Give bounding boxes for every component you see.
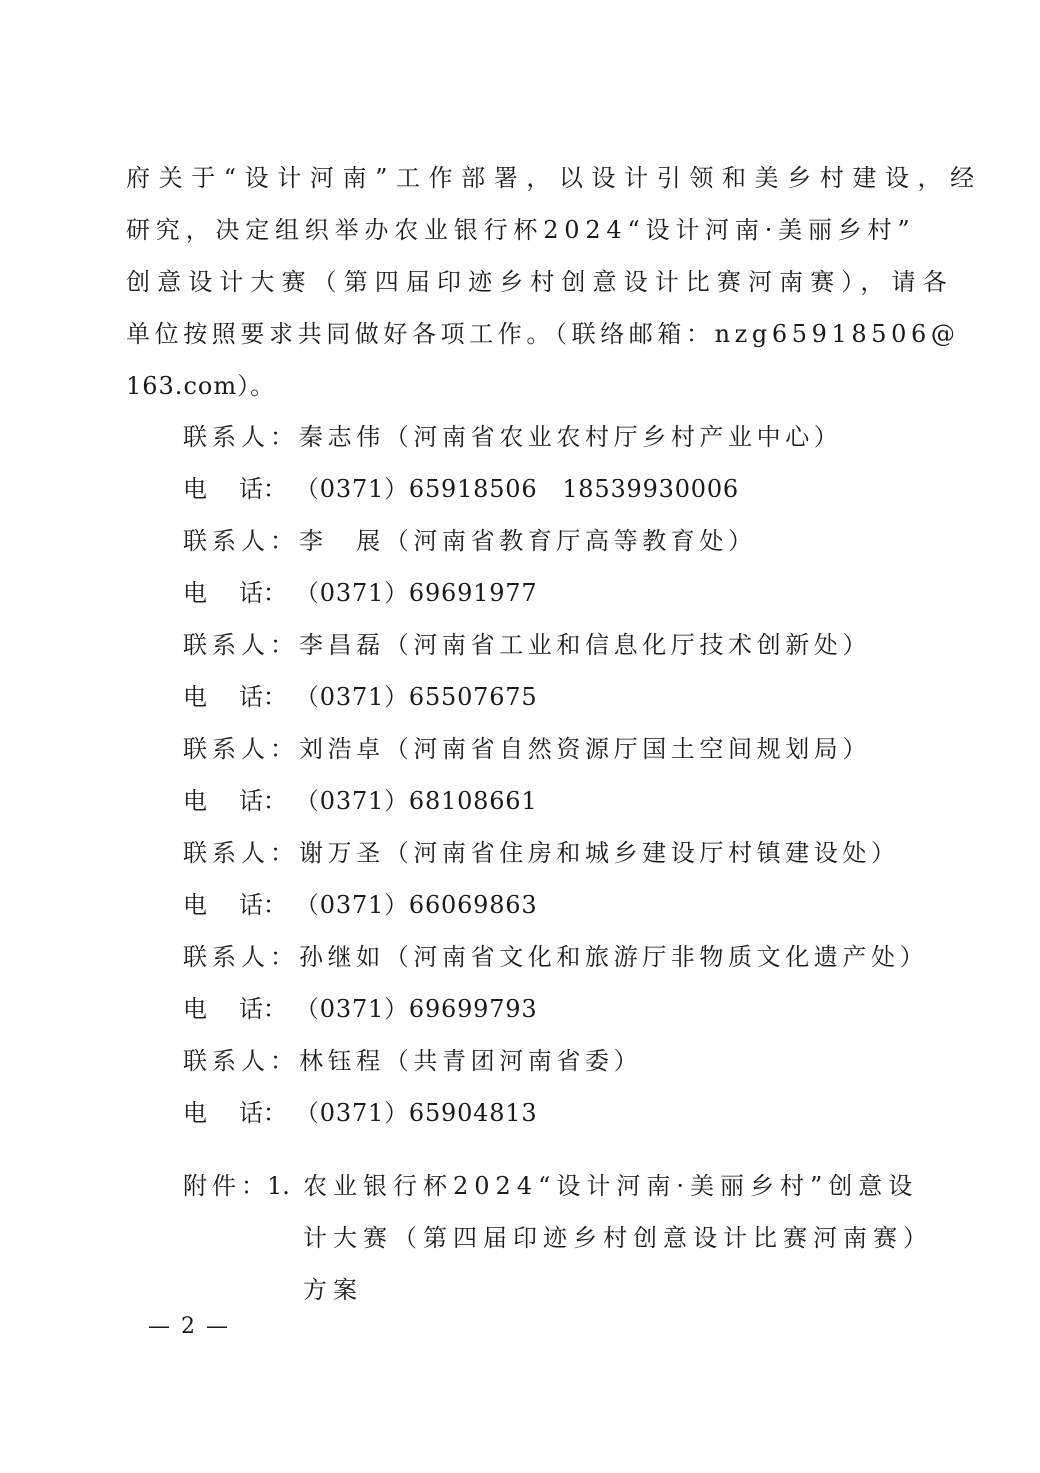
contact-name-dept: 谢万圣（河南省住房和城乡建设厅村镇建设处） [299, 839, 900, 867]
attachment-label: 附件： [183, 1172, 270, 1200]
phone-number: （0371）65904813 [295, 1099, 538, 1127]
contact-name-dept: 秦志伟（河南省农业农村厅乡村产业中心） [299, 423, 843, 451]
attachment-title-line: 农业银行杯2024“设计河南·美丽乡村”创意设 [303, 1172, 919, 1200]
contact-phone-row [183, 463, 923, 515]
body-paragraph [126, 152, 983, 412]
page-number: — 2 — [148, 1314, 230, 1339]
contact-person-row [183, 931, 929, 983]
contact-label: 联系人： [183, 631, 299, 659]
phone-label: 电 话： [183, 995, 287, 1023]
contact-phone-row [183, 879, 923, 931]
contact-label: 联系人： [183, 423, 299, 451]
contact-person-row [183, 515, 923, 567]
phone-label: 电 话： [183, 891, 287, 919]
attachment-title-line: 计大赛（第四届印迹乡村创意设计比赛河南赛） [303, 1224, 933, 1252]
phone-number: （0371）69691977 [295, 579, 538, 607]
contact-phone-row [183, 567, 923, 619]
contact-person-row [183, 1035, 923, 1087]
contact-phone-row [183, 983, 923, 1035]
attachment-title [303, 1160, 933, 1316]
contact-label: 联系人： [183, 839, 299, 867]
contact-name-dept: 林钰程（共青团河南省委） [299, 1047, 643, 1075]
phone-number: （0371）69699793 [295, 995, 538, 1023]
contact-list [183, 411, 929, 1139]
phone-number: （0371）65918506 18539930006 [295, 475, 739, 503]
paragraph-line: 研究，决定组织举办农业银行杯2024“设计河南·美丽乡村” [126, 216, 916, 244]
paragraph-line: 府关于“设计河南”工作部署，以设计引领和美乡村建设，经 [126, 164, 983, 192]
contact-name-dept: 李昌磊（河南省工业和信息化厅技术创新处） [299, 631, 871, 659]
paragraph-line: 创意设计大赛（第四届印迹乡村创意设计比赛河南赛），请各 [126, 268, 954, 296]
attachment-number: 1. [267, 1172, 290, 1200]
attachment-title-line: 方案 [303, 1276, 363, 1304]
contact-phone-row [183, 1087, 923, 1139]
contact-name-dept: 李 展（河南省教育厅高等教育处） [299, 527, 757, 555]
phone-label: 电 话： [183, 787, 287, 815]
phone-number: （0371）66069863 [295, 891, 538, 919]
contact-phone-row [183, 671, 923, 723]
contact-label: 联系人： [183, 527, 299, 555]
phone-number: （0371）68108661 [295, 787, 538, 815]
contact-label: 联系人： [183, 1047, 299, 1075]
contact-person-row [183, 619, 923, 671]
paragraph-line: 163.com）。 [126, 372, 276, 400]
contact-name-dept: 刘浩卓（河南省自然资源厅国土空间规划局） [299, 735, 871, 763]
phone-label: 电 话： [183, 579, 287, 607]
contact-phone-row [183, 775, 923, 827]
phone-label: 电 话： [183, 475, 287, 503]
contact-person-row [183, 411, 923, 463]
paragraph-line: 单位按照要求共同做好各项工作。（联络邮箱：nzg65918506@ [126, 320, 960, 348]
contact-label: 联系人： [183, 735, 299, 763]
contact-name-dept: 孙继如（河南省文化和旅游厅非物质文化遗产处） [299, 943, 929, 971]
contact-label: 联系人： [183, 943, 299, 971]
phone-number: （0371）65507675 [295, 683, 538, 711]
phone-label: 电 话： [183, 683, 287, 711]
contact-person-row [183, 723, 923, 775]
contact-person-row [183, 827, 923, 879]
phone-label: 电 话： [183, 1099, 287, 1127]
